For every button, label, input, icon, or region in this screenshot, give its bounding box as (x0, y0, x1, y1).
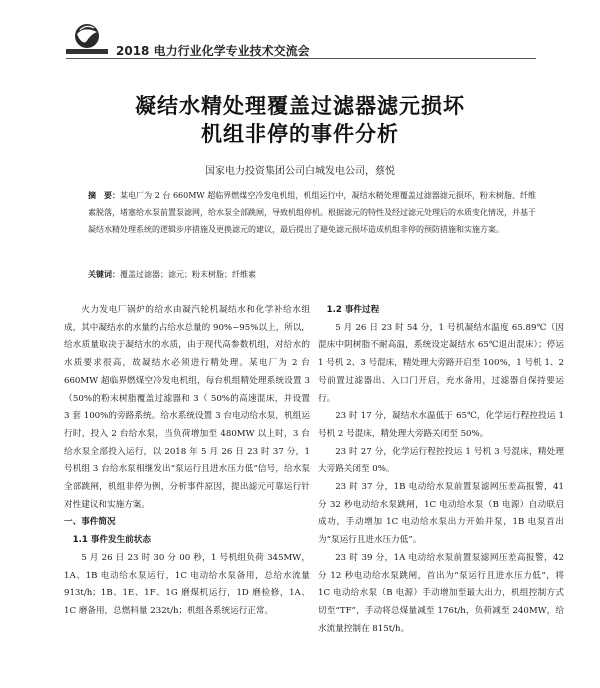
keywords-label: 关键词： (88, 270, 120, 279)
subsection-heading-1-2: 1.2 事件过程 (326, 305, 380, 315)
keywords (88, 266, 536, 283)
event-paragraph-2: 23 时 17 分，凝结水水温低于 65℃，化学运行程控投运 1 号机 2 号混床，精处理大旁路关闭至 50%。 (318, 411, 564, 439)
right-column (318, 302, 564, 638)
page-header (0, 0, 600, 60)
left-column (64, 302, 310, 621)
abstract-text: 某电厂为 2 台 660MW 超临界燃煤空冷发电机组，机组运行中，凝结水精处理覆盖过滤器滤元损坏，粉末树脂、纤维素脱落，堵塞给水泵前置泵滤网，给水泵全部跳闸，导致机组停机。根据滤元的特性及经过滤元处理后的水质变化情况，并基于凝结水精处理系统的逻辑步序措施及更换滤元的建议，最后提出了避免滤元损坏造成机组非停的预防措施和实施方案。 (88, 191, 537, 234)
conference-logo-icon (64, 22, 110, 56)
intro-paragraph: 火力发电厂锅炉的给水由凝汽轮机凝结水和化学补给水组成，其中凝结水的水量约占给水总量的 90%~95%以上，所以，给水质量取决于凝结水的水质，由于现代高参数机组，对给水的水质要求很高，故凝结水必须进行精处理。某电厂为 2 台 660MW 超临界燃煤空冷发电机组，每台机组精处理系统设置 3（50%的粉末树脂覆盖过滤器和 3（ 50%的高速混床，并设置 3 套 100%的旁路系统。给水系统设置 3 台电动给水泵，机组运行时，投入 2 台给水泵，当负荷增加至 480MW 以上时，3 台给水泵全部投入运行，以 2018 年 5 月 26 日 23 时 37 分，1 号机组 3 台给水泵相继发出“泵运行且进水压力低”信号，给水泵全部跳闸，机组非停为例，分析事件原因，提出滤元可靠运行针对性建议和实施方案。 (64, 305, 310, 510)
event-paragraph-3: 23 时 27 分，化学运行程控投运 1 号机 3 号混床，精处理大旁路关闭至 0%。 (318, 446, 564, 475)
paper-title-line-1: 凝结水精处理覆盖过滤器滤元损坏 (135, 94, 465, 118)
event-paragraph-5: 23 时 39 分，1A 电动给水泵前置泵滤网压差高报警，42 分 12 秒电动给水泵跳闸，首出为“泵运行且进水压力低”，将 1C 电动给水泵（B 电源）手动增加至最大出力，机组控制方式切至“TF”，手动将总煤量减至 176t/h，负荷减至 240MW，给水流量控制在 815t/h。 (318, 552, 564, 634)
event-paragraph-4: 23 时 37 分，1B 电动给水泵前置泵滤网压差高报警，41 分 32 秒电动给水泵跳闸，1C 电动给水泵（B 电源）自动联启成功，手动增加 1C 电动给水泵出力开始并泵，1B 电泵首出为“泵运行且进水压力低”。 (318, 482, 564, 546)
author-affiliation: 国家电力投资集团公司白城发电公司，蔡悦 (205, 166, 395, 177)
keywords-text: 覆盖过滤器；滤元；粉末树脂；纤维素 (120, 270, 256, 279)
abstract (88, 187, 536, 238)
subsection-heading-1-1: 1.1 事件发生前状态 (72, 535, 151, 546)
section-heading-1: 一、事件简况 (64, 517, 116, 528)
header-divider (66, 58, 536, 59)
prior-state-paragraph: 5 月 26 日 23 时 30 分 00 秒，1 号机组负荷 345MW，1A、1B 电动给水泵运行，1C 电动给水泵备用，总给水流量 913t/h；1B、1E、1F、1G 磨煤机运行，1D 磨检修，1A、1C 磨备用，总燃料量 232t/h；机组各系统运行正常。 (64, 552, 310, 616)
paper-title-line-2: 机组非停的事件分析 (201, 122, 399, 146)
abstract-label: 摘 要： (88, 191, 121, 200)
conference-title: 2018 电力行业化学专业技术交流会 (116, 44, 310, 58)
event-paragraph-1: 5 月 26 日 23 时 54 分，1 号机凝结水温度 65.89℃（因混床中阴树脂不耐高温，系统设定凝结水 65℃退出混床）；停运 1 号机 2、3 号混床，精处理大旁路开启至 100%，1 号机 1、2 号前置过滤器出、入口门开启，充水备用，过滤器自保持要运行。 (318, 322, 564, 404)
